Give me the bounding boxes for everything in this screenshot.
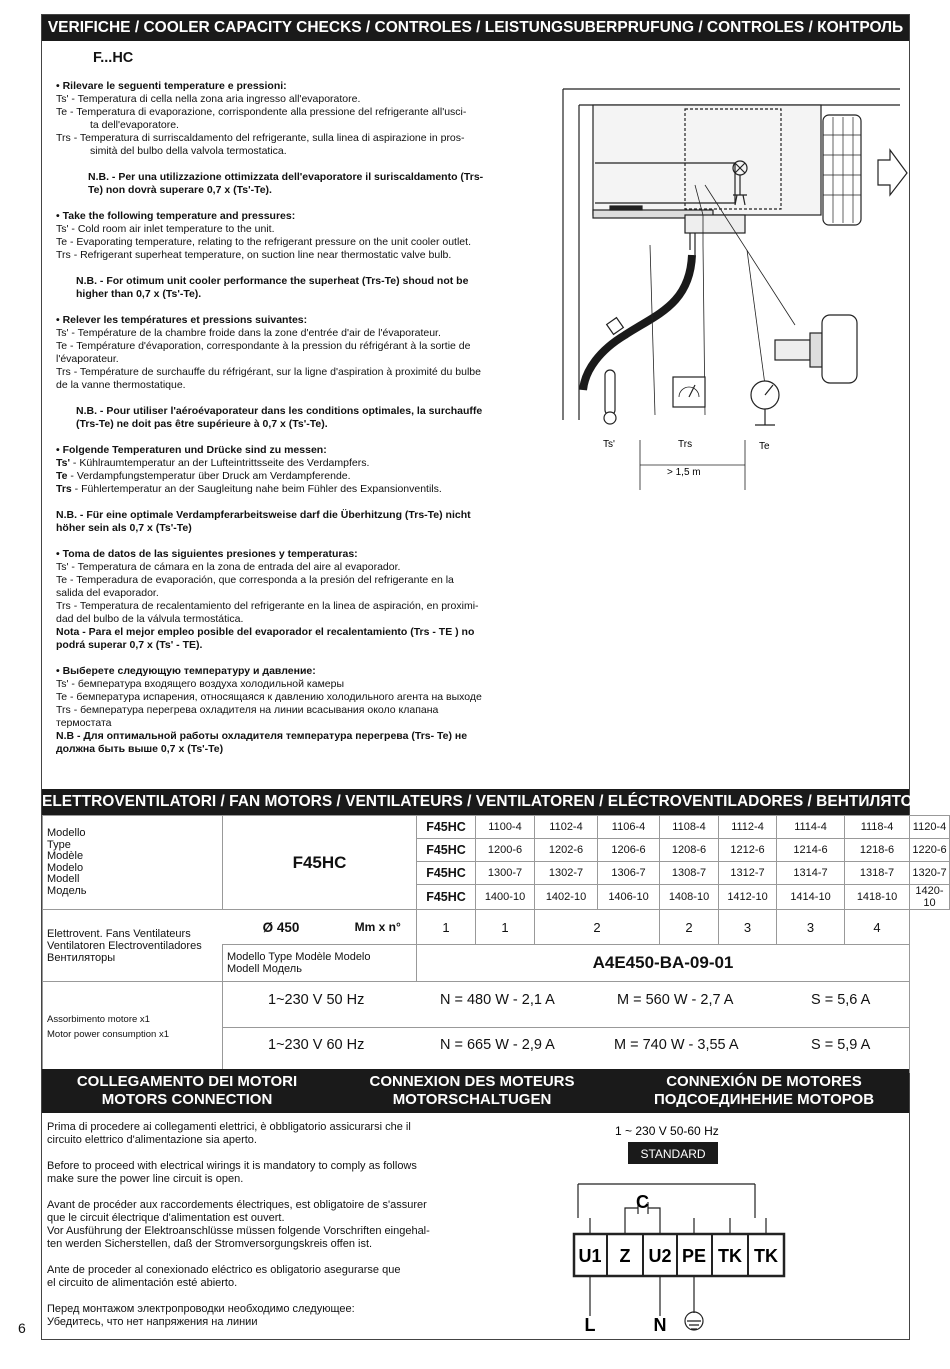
power-n-60hz: N = 665 W - 2,9 A	[440, 1037, 555, 1053]
fr-nb: (Trs-Te) ne doit pas être supérieure à 0,7 x (Ts'-Te).	[76, 418, 328, 430]
es-line: Trs - Temperatura de recalentamiento del refrigerante en la linea de aspiración, en proximi-	[56, 600, 479, 612]
terminal-z: Z	[619, 1246, 631, 1266]
fr-nb: N.B. - Pour utiliser l'aéroévaporateur dans les conditions optimales, la surchauffe	[76, 405, 483, 417]
cooler-measurement-diagram	[555, 85, 910, 505]
model-cell: 1120-4	[910, 816, 950, 839]
te-label: Te	[759, 441, 770, 452]
terminal-block	[574, 1234, 784, 1276]
connection-title-fr-de: CONNEXION DES MOTEURS MOTORSCHALTUGEN	[369, 1073, 575, 1108]
distance-label: > 1,5 m	[667, 467, 701, 478]
capacitor-label: C	[636, 1192, 649, 1212]
meter-trs	[673, 377, 705, 407]
fr-line: de la vanne thermostatique.	[56, 379, 186, 391]
fan-count-cell: 3	[719, 910, 777, 945]
model-cell: 1300-7	[476, 862, 535, 885]
checks-header-bar: VERIFICHE / COOLER CAPACITY CHECKS / CONTROLES / LEISTUNGSUBERPRUFUNG / CONTROLES / КОНТРОЛЬ	[42, 15, 909, 41]
model-cell: 1202-6	[535, 839, 598, 862]
ru-line: Ts' - бемпература входящего воздуха холодильной камеры	[56, 678, 345, 690]
fan-motors-header-bar: ELETTROVENTILATORI / FAN MOTORS / VENTILATEURS / VENTILATOREN / ELÉCTROVENTILADORES / ВЕНТИЛЯТОРЫ	[42, 789, 909, 815]
connection-text: Prima di procedere ai collegamenti elettrici, è obbligatorio assicurarsi che il circuito elettrico d'alimentazione sia aperto. Before to proceed with electrical wirings it is mandatory to comply as follows make sure the power line circuit is open. Avant de procéder aux raccordements électriques, est obligatoire de s'assurer que le circuit électrique d'alimentation est ouvert. Vor Ausführung der Elektroanschlüsse müssen folgende Vorschriften eingehal- ten werden Sicherstellen, daß der Stromversorgungskreis offen ist. Ante de proceder al conexionado eléctrico es obligatorio asegurarse que el circuito de alimentación esté abierto. Перед монтажом электропроводки необходимо следующее: Убедитесь, что нет напряжения на линии	[47, 1121, 430, 1328]
power-m-50hz: M = 560 W - 2,7 A	[617, 992, 734, 1008]
model-cell: 1102-4	[535, 816, 598, 839]
ru-lead: • Выберете следующую температуру и давление:	[56, 665, 316, 677]
mm-label-cell: Mm x n°	[340, 910, 417, 945]
model-cell: 1420-10	[910, 885, 950, 910]
model-cell: 1308-7	[660, 862, 719, 885]
power-s-60hz: S = 5,9 A	[811, 1037, 871, 1053]
connection-header-bar	[42, 1069, 909, 1113]
terminal-pe: PE	[681, 1246, 707, 1266]
standard-badge: STANDARD	[640, 1147, 706, 1161]
model-cell: 1118-4	[845, 816, 910, 839]
power-n-50hz: N = 480 W - 2,1 A	[440, 992, 555, 1008]
fan-count-cell: 3	[777, 910, 845, 945]
supply-60hz: 1~230 V 60 Hz	[268, 1037, 365, 1053]
fan-type-label-cell: Modello Type Modèle Modelo Modell Модель	[223, 945, 417, 982]
es-nb: podrá superar 0,7 x (Ts' - TE).	[56, 639, 203, 651]
model-cell: 1108-4	[660, 816, 719, 839]
model-cell: 1302-7	[535, 862, 598, 885]
model-cell: 1314-7	[777, 862, 845, 885]
fr-line: Trs - Température de surchauffe du réfrigérant, sur la ligne d'aspiration à proximité du bulbe	[56, 366, 481, 378]
it-line: Ts' - Temperatura di cella nella zona aria ingresso all'evaporatore.	[56, 93, 361, 105]
es-lead: • Toma de datos de las siguientes presiones y temperaturas:	[56, 548, 358, 560]
connection-title-es-ru: CONNEXIÓN DE MOTORES ПОДСОЕДИНЕНИЕ МОТОРОВ	[653, 1073, 875, 1108]
fr-line: l'évaporateur.	[56, 353, 119, 365]
fan-count-cell: 2	[535, 910, 660, 945]
supply-label: 1 ~ 230 V 50-60 Hz	[615, 1124, 719, 1138]
series-cell: F45HC	[417, 862, 476, 885]
model-cell: 1218-6	[845, 839, 910, 862]
model-cell: 1212-6	[719, 839, 777, 862]
en-nb: N.B. - For otimum unit cooler performance the superheat (Trs-Te) shoud not be	[76, 275, 469, 287]
de-line: Te - Verdampfungstemperatur über Druck am Verdampferende.	[56, 470, 351, 482]
fan-count-cell: 1	[476, 910, 535, 945]
supply-50hz: 1~230 V 50 Hz	[268, 992, 365, 1008]
fr-lead: • Relever les températures et pressions suivantes:	[56, 314, 308, 326]
line-label: L	[584, 1315, 596, 1335]
it-line: Trs - Temperatura di surriscaldamento del refrigerante, sulla linea di aspirazione in pros-	[56, 132, 465, 144]
de-nb: N.B. - Für eine optimale Verdampferarbeitsweise darf die Überhitzung (Trs-Te) nicht	[56, 509, 471, 521]
fan-type-cell: A4E450-BA-09-01	[417, 945, 910, 982]
power-label-cell: Assorbimento motore x1 Motor power consumption x1	[43, 982, 223, 1073]
model-cell: 1418-10	[845, 885, 910, 910]
model-cell: 1320-7	[910, 862, 950, 885]
model-cell: 1400-10	[476, 885, 535, 910]
fr-line: Ts' - Température de la chambre froide dans la zone d'entrée d'air de l'évaporateur.	[56, 327, 441, 339]
model-cell: 1312-7	[719, 862, 777, 885]
model-cell: 1412-10	[719, 885, 777, 910]
es-line: Ts' - Temperatura de cámara en la zona de entrada del aire al evaporador.	[56, 561, 401, 573]
model-cell: 1114-4	[777, 816, 845, 839]
series-cell: F45HC	[417, 885, 476, 910]
ru-line: термостата	[56, 717, 112, 729]
ru-line: Te - бемпература испарения, относящаяся к давлению холодильного агента на выходе	[56, 691, 482, 703]
fan-count-cell: 2	[660, 910, 719, 945]
it-nb: N.B. - Per una utilizzazione ottimizzata dell'evaporatore il suriscaldamento (Trs-	[88, 171, 484, 183]
checks-text	[56, 80, 546, 756]
terminal-tk2: TK	[754, 1246, 778, 1266]
it-nb: Te) non dovrà superare 0,7 x (Ts'-Te).	[88, 184, 272, 196]
model-cell: 1414-10	[777, 885, 845, 910]
en-line: Trs - Refrigerant superheat temperature, on suction line near thermostatic valve bulb.	[56, 249, 452, 261]
es-nb: Nota - Para el mejor empleo posible del evaporador el recalentamiento (Trs - TE ) no	[56, 626, 475, 638]
de-line: Ts' - Kühlraumtemperatur an der Lufteintrittsseite des Verdampfers.	[56, 457, 370, 469]
power-s-50hz: S = 5,6 A	[811, 992, 871, 1008]
model-heading: F...HC	[93, 50, 134, 66]
model-cell: 1106-4	[598, 816, 660, 839]
model-cell: 1306-7	[598, 862, 660, 885]
model-cell: 1220-6	[910, 839, 950, 862]
ru-nb: N.B - Для оптимальной работы охладителя температура перегрева (Trs- Te) не	[56, 730, 468, 742]
es-line: Te - Temperadura de evaporación, que corresponda a la presión del refrigerante en la	[56, 574, 454, 586]
unit-cooler-body	[593, 105, 821, 215]
fans-label-cell: Elettrovent. Fans Ventilateurs Ventilatoren Electroventiladores Вентиляторы	[43, 910, 223, 982]
terminal-u1: U1	[578, 1246, 602, 1266]
model-cell: 1200-6	[476, 839, 535, 862]
family-cell: F45HC	[223, 816, 417, 910]
suction-pipe	[583, 255, 692, 390]
ru-line: Trs - бемпература перегрева охладителя на линии всасывания около клапана	[56, 704, 439, 716]
it-line: Te - Temperatura di evaporazione, corrispondente alla pressione del refrigerante all'usci-	[56, 106, 467, 118]
en-line: Ts' - Cold room air inlet temperature to the unit.	[56, 223, 275, 235]
en-line: Te - Evaporating temperature, relating to the refrigerant pressure on the unit cooler outlet.	[56, 236, 471, 248]
fan-count-cell: 1	[417, 910, 476, 945]
de-lead: • Folgende Temperaturen und Drücke sind zu messen:	[56, 444, 327, 456]
series-cell: F45HC	[417, 816, 476, 839]
ts-label: Ts'	[603, 439, 615, 450]
de-line: Trs - Fühlertemperatur an der Saugleitung nahe beim Fühler des Expansionventils.	[56, 483, 442, 495]
fan-guard	[823, 115, 861, 225]
it-line: simità del bulbo della valvola termostatica.	[90, 145, 287, 157]
diameter-cell: Ø 450	[223, 910, 340, 945]
model-cell: 1408-10	[660, 885, 719, 910]
trs-label: Trs	[678, 439, 693, 450]
en-nb: higher than 0,7 x (Ts'-Te).	[76, 288, 202, 300]
fr-line: Te - Température d'évaporation, correspondante à la pression du réfrigérant à la sortie de	[56, 340, 471, 352]
it-lead: • Rilevare le seguenti temperature e pressioni:	[56, 80, 287, 92]
model-cell: 1402-10	[535, 885, 598, 910]
en-lead: • Take the following temperature and pressures:	[56, 210, 296, 222]
terminal-tk1: TK	[718, 1246, 742, 1266]
terminal-u2: U2	[648, 1246, 672, 1266]
it-line: ta dell'evaporatore.	[90, 119, 179, 131]
distance-marker	[640, 440, 745, 490]
ru-nb: должна быть выше 0,7 x (Ts'-Te)	[56, 743, 224, 755]
air-flow-arrow	[878, 150, 907, 195]
neutral-label: N	[653, 1315, 667, 1335]
page-number: 6	[18, 1320, 26, 1336]
series-cell: F45HC	[417, 839, 476, 862]
de-nb: höher sein als 0,7 x (Ts'-Te)	[56, 522, 192, 534]
connection-title-it-en: COLLEGAMENTO DEI MOTORI MOTORS CONNECTION	[76, 1073, 298, 1108]
es-line: dad del bulbo de la válvula termostática.	[56, 613, 244, 625]
fan-count-cell: 4	[845, 910, 910, 945]
model-cell: 1318-7	[845, 862, 910, 885]
model-cell: 1214-6	[777, 839, 845, 862]
es-line: salida del evaporador.	[56, 587, 159, 599]
wiring-diagram	[560, 1118, 800, 1338]
model-cell: 1406-10	[598, 885, 660, 910]
fan-motors-table	[42, 815, 950, 1073]
power-m-60hz: M = 740 W - 3,55 A	[614, 1037, 739, 1053]
model-cell: 1208-6	[660, 839, 719, 862]
model-label-cell: Modello Type Modèle Modelo Modell Модель	[43, 816, 223, 910]
model-cell: 1206-6	[598, 839, 660, 862]
thermometer-ts	[605, 370, 615, 415]
model-cell: 1100-4	[476, 816, 535, 839]
model-cell: 1112-4	[719, 816, 777, 839]
